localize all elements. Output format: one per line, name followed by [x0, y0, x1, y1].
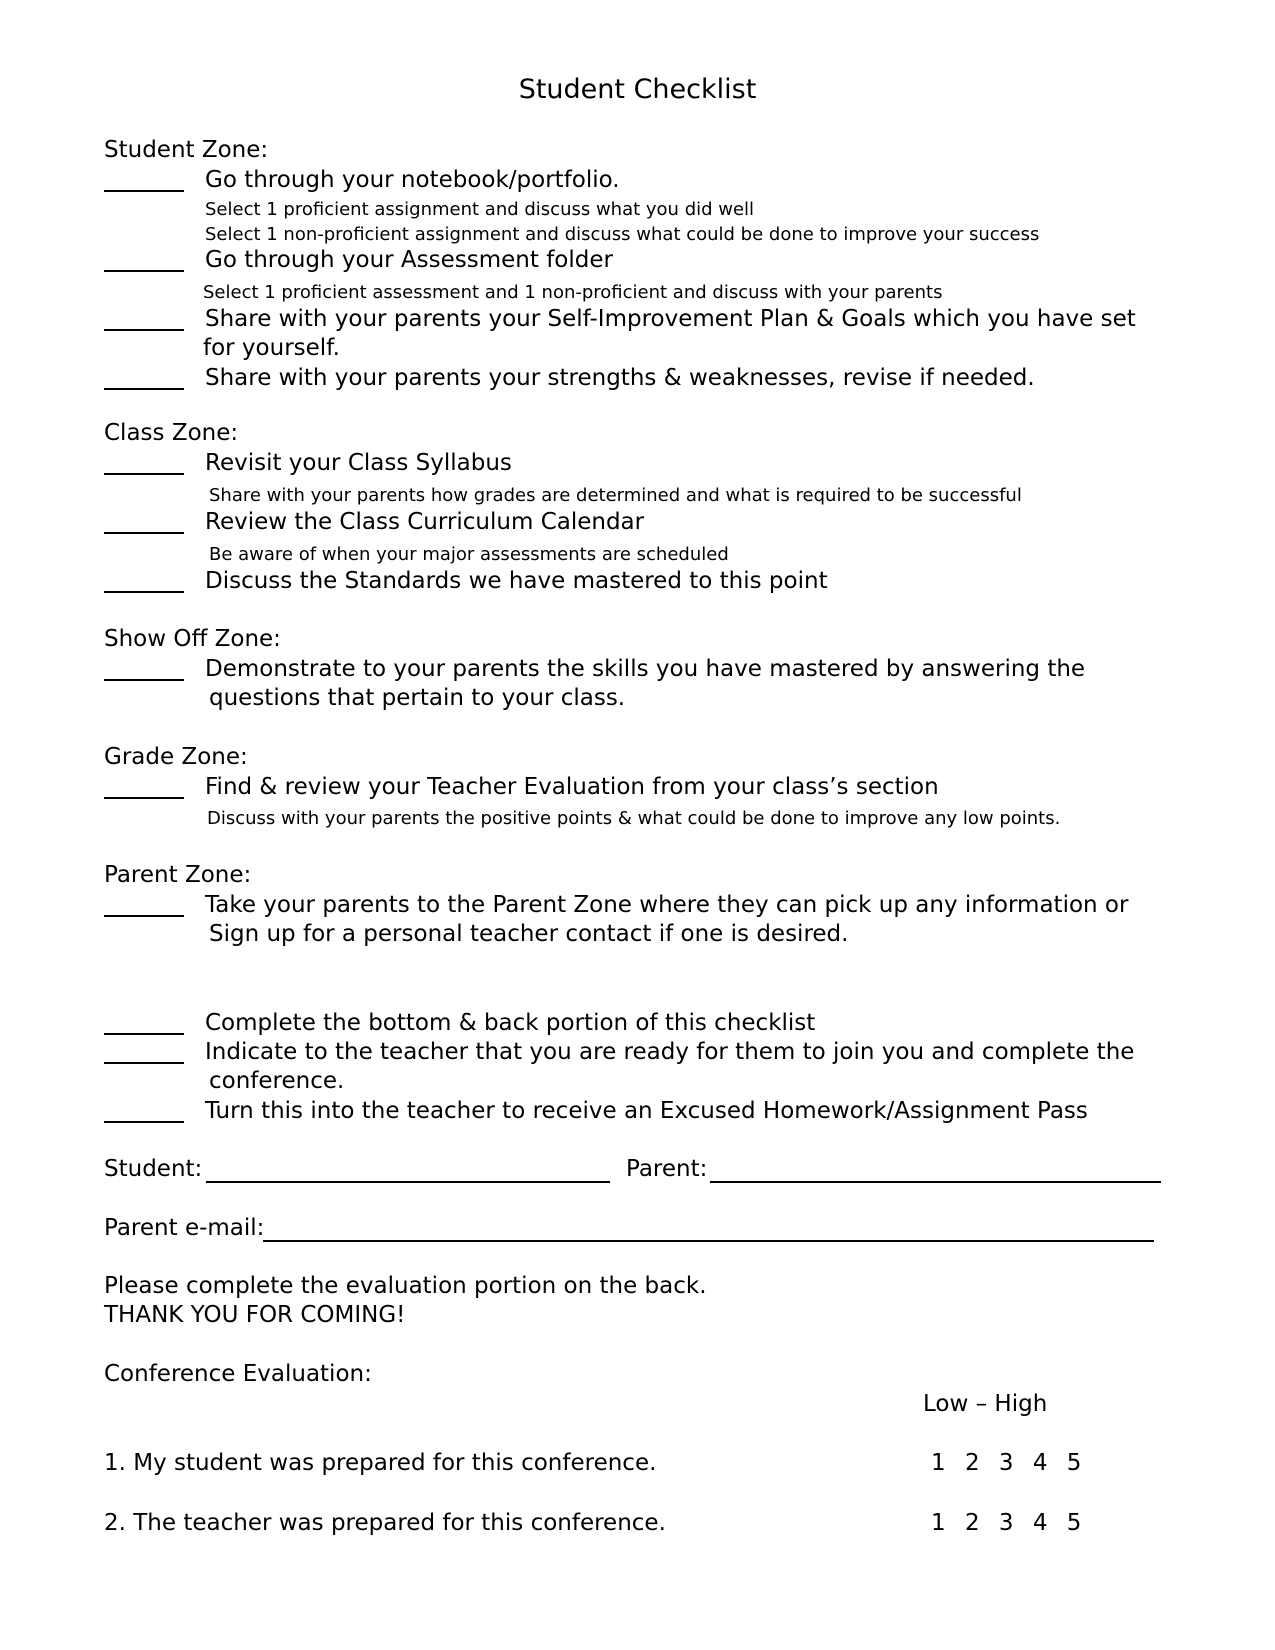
checkbox-blank[interactable]	[104, 915, 184, 917]
student-zone-item: Share with your parents your Self-Improvement Plan & Goals which you have set	[205, 306, 1136, 332]
student-zone-subitem: Select 1 proficient assessment and 1 non-proficient and discuss with your parents	[203, 282, 943, 303]
final-item: Indicate to the teacher that you are ready for them to join you and complete the	[205, 1039, 1135, 1065]
final-item: Complete the bottom & back portion of this checklist	[205, 1010, 816, 1036]
checkbox-blank[interactable]	[104, 532, 184, 534]
student-zone-item: Go through your notebook/portfolio.	[205, 167, 620, 193]
closing-thanks: THANK YOU FOR COMING!	[104, 1302, 406, 1328]
class-zone-subitem: Be aware of when your major assessments are scheduled	[209, 544, 729, 565]
student-signature-label: Student:	[104, 1156, 203, 1182]
student-zone-subitem: Select 1 proficient assignment and discuss what you did well	[205, 199, 755, 220]
evaluation-question: 1. My student was prepared for this conference.	[104, 1450, 657, 1476]
parent-zone-item: Take your parents to the Parent Zone where they can pick up any information or	[205, 892, 1129, 918]
parent-signature-field[interactable]	[710, 1181, 1161, 1183]
grade-zone-heading: Grade Zone:	[104, 744, 248, 770]
checkbox-blank[interactable]	[104, 473, 184, 475]
grade-zone-subitem: Discuss with your parents the positive points & what could be done to improve any low points.	[207, 808, 1061, 829]
page-title: Student Checklist	[518, 74, 757, 105]
checkbox-blank[interactable]	[104, 1033, 184, 1035]
student-zone-item: Go through your Assessment folder	[205, 247, 613, 273]
student-zone-heading: Student Zone:	[104, 137, 269, 163]
checkbox-blank[interactable]	[104, 190, 184, 192]
checkbox-blank[interactable]	[104, 797, 184, 799]
class-zone-item: Review the Class Curriculum Calendar	[205, 509, 645, 535]
parent-email-field[interactable]	[263, 1240, 1154, 1242]
checkbox-blank[interactable]	[104, 329, 184, 331]
evaluation-scale-label: Low – High	[923, 1391, 1048, 1417]
checkbox-blank[interactable]	[104, 679, 184, 681]
parent-zone-item-continued: Sign up for a personal teacher contact if one is desired.	[209, 921, 849, 947]
final-item: Turn this into the teacher to receive an Excused Homework/Assignment Pass	[205, 1098, 1088, 1124]
parent-signature-label: Parent:	[626, 1156, 708, 1182]
student-zone-item-continued: for yourself.	[203, 335, 340, 361]
evaluation-rating-scale[interactable]: 1 2 3 4 5	[931, 1510, 1082, 1536]
checkbox-blank[interactable]	[104, 591, 184, 593]
closing-instruction: Please complete the evaluation portion on the back.	[104, 1273, 707, 1299]
class-zone-subitem: Share with your parents how grades are determined and what is required to be successful	[209, 485, 1022, 506]
class-zone-item: Discuss the Standards we have mastered to this point	[205, 568, 828, 594]
student-zone-item: Share with your parents your strengths & weaknesses, revise if needed.	[205, 365, 1035, 391]
checkbox-blank[interactable]	[104, 388, 184, 390]
evaluation-heading: Conference Evaluation:	[104, 1361, 372, 1387]
checkbox-blank[interactable]	[104, 1121, 184, 1123]
evaluation-question: 2. The teacher was prepared for this conference.	[104, 1510, 666, 1536]
final-item-continued: conference.	[209, 1068, 345, 1094]
parent-email-label: Parent e-mail:	[104, 1215, 265, 1241]
grade-zone-item: Find & review your Teacher Evaluation from your class’s section	[205, 774, 939, 800]
class-zone-item: Revisit your Class Syllabus	[205, 450, 512, 476]
checkbox-blank[interactable]	[104, 270, 184, 272]
showoff-zone-item-continued: questions that pertain to your class.	[209, 685, 626, 711]
showoff-zone-item: Demonstrate to your parents the skills you have mastered by answering the	[205, 656, 1086, 682]
student-zone-subitem: Select 1 non-proficient assignment and discuss what could be done to improve your success	[205, 224, 1040, 245]
class-zone-heading: Class Zone:	[104, 420, 239, 446]
showoff-zone-heading: Show Off Zone:	[104, 626, 281, 652]
parent-zone-heading: Parent Zone:	[104, 862, 252, 888]
student-signature-field[interactable]	[206, 1181, 610, 1183]
evaluation-rating-scale[interactable]: 1 2 3 4 5	[931, 1450, 1082, 1476]
checkbox-blank[interactable]	[104, 1062, 184, 1064]
